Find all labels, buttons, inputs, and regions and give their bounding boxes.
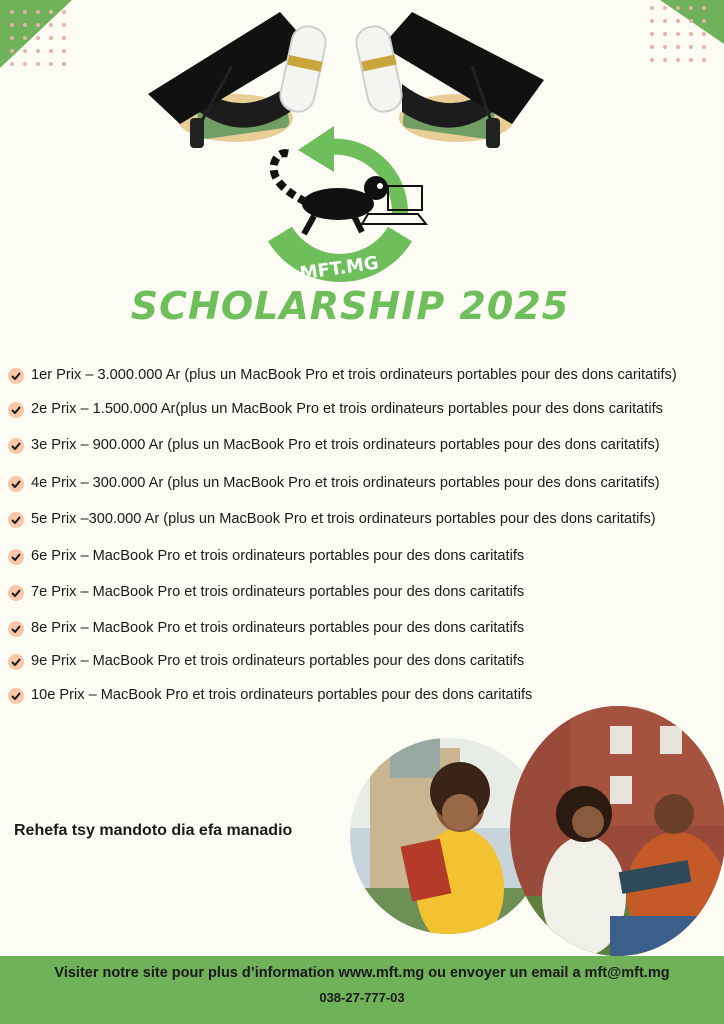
mft-logo [250, 124, 430, 294]
check-icon [8, 688, 24, 704]
dot [676, 19, 680, 23]
dot [702, 58, 706, 62]
dot [49, 23, 53, 27]
dot [689, 58, 693, 62]
dot [36, 23, 40, 27]
check-icon [8, 476, 24, 492]
page-title: SCHOLARSHIP 2025 [130, 284, 570, 328]
dot [49, 10, 53, 14]
dot [650, 45, 654, 49]
dot [62, 49, 66, 53]
dot [62, 36, 66, 40]
dot [676, 45, 680, 49]
dot [49, 36, 53, 40]
prize-item [8, 475, 724, 492]
dot [49, 62, 53, 66]
dot [49, 49, 53, 53]
dot [702, 32, 706, 36]
dot [663, 45, 667, 49]
check-icon [8, 368, 24, 384]
prize-text: 5e Prix –300.000 Ar (plus un MacBook Pro et trois ordinateurs portables pour des dons caritatifs) [31, 511, 656, 527]
dot [10, 10, 14, 14]
prize-item [8, 687, 724, 704]
dot [650, 19, 654, 23]
logo-text: MFT.MG [298, 252, 380, 285]
prize-text: 6e Prix – MacBook Pro et trois ordinateurs portables pour des dons caritatifs [31, 548, 525, 564]
dot [689, 19, 693, 23]
dot [663, 19, 667, 23]
check-icon [8, 438, 24, 454]
dot [62, 23, 66, 27]
dot [23, 62, 27, 66]
prize-text: 3e Prix – 900.000 Ar (plus un MacBook Pro et trois ordinateurs portables pour des dons caritatifs) [31, 437, 660, 453]
prize-item [8, 367, 724, 384]
dot [10, 62, 14, 66]
dot [676, 32, 680, 36]
prize-item [8, 511, 724, 528]
dot [676, 58, 680, 62]
dot [689, 32, 693, 36]
dot [702, 6, 706, 10]
dot [689, 6, 693, 10]
check-icon [8, 621, 24, 637]
dot-pattern-left [10, 10, 76, 76]
dot [650, 6, 654, 10]
footer-contact-text: Visiter notre site pour plus d’information www.mft.mg ou envoyer un email a mft@mft.mg [54, 965, 670, 981]
dot [36, 49, 40, 53]
prize-item [8, 620, 724, 637]
prize-item [8, 437, 724, 454]
dot [10, 36, 14, 40]
dot [650, 32, 654, 36]
dot [676, 6, 680, 10]
dot [62, 10, 66, 14]
prize-text: 10e Prix – MacBook Pro et trois ordinateurs portables pour des dons caritatifs [31, 687, 533, 703]
dot [10, 49, 14, 53]
dot [23, 49, 27, 53]
prize-item [8, 653, 724, 670]
check-icon [8, 654, 24, 670]
dot [23, 23, 27, 27]
prize-text: 4e Prix – 300.000 Ar (plus un MacBook Pro et trois ordinateurs portables pour des dons caritatifs) [31, 475, 660, 491]
dot [663, 6, 667, 10]
check-icon [8, 512, 24, 528]
check-icon [8, 402, 24, 418]
check-icon [8, 549, 24, 565]
footer-phone: 038-27-777-03 [319, 990, 405, 1005]
check-icon [8, 585, 24, 601]
dot [663, 58, 667, 62]
footer [0, 956, 724, 1024]
students-photo-right [510, 706, 724, 956]
prize-text: 9e Prix – MacBook Pro et trois ordinateurs portables pour des dons caritatifs [31, 653, 525, 669]
dot [663, 32, 667, 36]
prize-item [8, 401, 724, 418]
prize-item [8, 548, 724, 565]
dot [689, 45, 693, 49]
dot [36, 62, 40, 66]
tagline: Rehefa tsy mandoto dia efa manadio [14, 822, 293, 839]
dot [10, 23, 14, 27]
prize-text: 1er Prix – 3.000.000 Ar (plus un MacBook Pro et trois ordinateurs portables pour des dons caritatifs) [31, 367, 677, 383]
dot [62, 62, 66, 66]
prize-text: 8e Prix – MacBook Pro et trois ordinateurs portables pour des dons caritatifs [31, 620, 525, 636]
dot [36, 10, 40, 14]
prize-text: 7e Prix – MacBook Pro et trois ordinateurs portables pour des dons caritatifs [31, 584, 525, 600]
dot [36, 36, 40, 40]
dot [702, 19, 706, 23]
dot [650, 58, 654, 62]
prize-text: 2e Prix – 1.500.000 Ar(plus un MacBook Pro et trois ordinateurs portables pour des dons caritatifs [31, 401, 663, 417]
prize-item [8, 584, 724, 601]
dot-pattern-right [650, 6, 720, 72]
dot [702, 45, 706, 49]
dot [23, 36, 27, 40]
dot [23, 10, 27, 14]
